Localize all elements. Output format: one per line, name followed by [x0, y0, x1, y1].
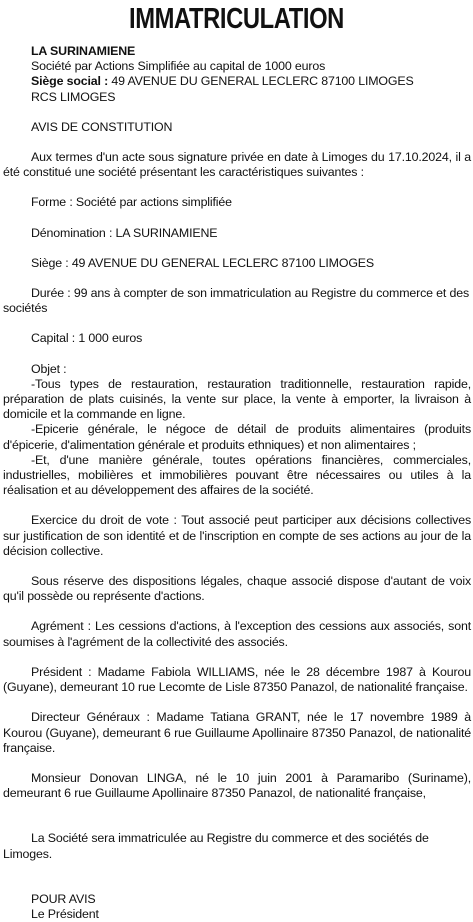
siege-social-label: Siège social :	[31, 74, 109, 89]
agrement-paragraph: Agrément : Les cessions d'actions, à l'exception des cessions aux associés, sont soumises à l'agrément de la collectivité des associés.	[3, 619, 471, 649]
signature-block	[3, 892, 471, 922]
siege-social-value: 49 AVENUE DU GENERAL LECLERC 87100 LIMOGES	[108, 74, 414, 89]
pour-avis: POUR AVIS	[31, 891, 96, 906]
intro-paragraph: Aux termes d'un acte sous signature privée en date à Limoges du 17.10.2024, il a été constitué une société présentant les caractéristiques suivantes :	[3, 150, 471, 180]
company-header	[3, 44, 471, 105]
duree-paragraph: Durée : 99 ans à compter de son immatriculation au Registre du commerce et des sociétés	[3, 286, 470, 316]
reserve-paragraph: Sous réserve des dispositions légales, chaque associé dispose d'autant de voix qu'il possède ou représente d'actions.	[3, 574, 471, 604]
forme-line: Forme : Société par actions simplifiée	[31, 195, 232, 210]
avis-title: AVIS DE CONSTITUTION	[31, 119, 173, 134]
notice-body	[3, 44, 471, 922]
immatriculation-paragraph: La Société sera immatriculée au Registre du commerce et des sociétés de Limoges.	[3, 831, 429, 861]
capital-line: Capital : 1 000 euros	[31, 331, 143, 346]
vote-paragraph: Exercice du droit de vote : Tout associé peut participer aux décisions collectives sur justification de son identité et de l'inscription en compte de ses actions au jour de la décision collective.	[3, 513, 471, 558]
company-type-line: Société par Actions Simplifiée au capital de 1000 euros	[31, 59, 326, 74]
company-name: LA SURINAMIENE	[31, 44, 136, 58]
objet-item: -Epicerie générale, le négoce de détail de produits alimentaires (produits d'épicerie, d'alimentation générale et produits ethniques) et non alimentaires ;	[3, 422, 471, 452]
objet-label: Objet :	[31, 361, 67, 376]
rcs-line: RCS LIMOGES	[31, 89, 116, 104]
objet-item: -Et, d'une manière générale, toutes opérations financières, commerciales, industrielles, mobilières et immobilières pouvant être nécessaires ou utiles à la réalisation et au développement des affaires de la société.	[3, 452, 471, 498]
siege-line: Siège : 49 AVENUE DU GENERAL LECLERC 87100 LIMOGES	[31, 255, 375, 270]
monsieur-paragraph: Monsieur Donovan LINGA, né le 10 juin 2001 à Paramaribo (Suriname), demeurant 6 rue Guillaume Apollinaire 87350 Panazol, de nationalité française,	[3, 770, 471, 801]
notice-title: IMMATRICULATION	[129, 3, 344, 35]
objet-item: -Tous types de restauration, restauration traditionnelle, restauration rapide, préparation de plats cuisinés, la vente sur place, la vente à emporter, la livraison à domicile et la commande en ligne.	[3, 376, 471, 422]
signataire: Le Président	[31, 906, 99, 921]
president-paragraph: Président : Madame Fabiola WILLIAMS, née le 28 décembre 1987 à Kourou (Guyane), demeurant 10 rue Lecomte de Lisle 87350 Panazol, de nationalité française.	[3, 664, 471, 695]
siege-social-line	[31, 74, 471, 89]
directeur-paragraph: Directeur Généraux : Madame Tatiana GRANT, née le 17 novembre 1989 à Kourou (Guyane), demeurant 6 rue Guillaume Apollinaire 87350 Panazol, de nationalité française.	[3, 710, 471, 755]
denomination-line: Dénomination : LA SURINAMIENE	[31, 225, 218, 240]
